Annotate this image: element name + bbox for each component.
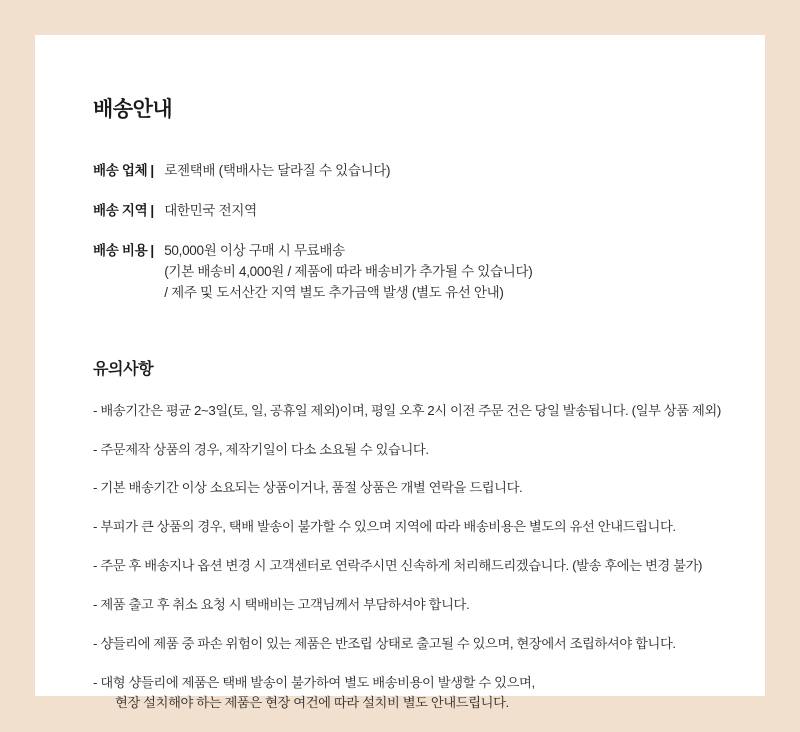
shipping-region-separator: | — [150, 202, 155, 218]
shipping-company-separator: | — [150, 163, 155, 178]
notice-list — [93, 401, 735, 713]
list-item: - 제품 출고 후 취소 요청 시 택배비는 고객님께서 부담하셔야 합니다. — [93, 597, 470, 613]
list-item — [93, 673, 735, 713]
document-card — [35, 35, 765, 711]
document-content — [93, 75, 735, 732]
notice-heading: 유의사항 — [93, 360, 154, 378]
shipping-company-value: 로젠택배 (택배사는 달라질 수 있습니다) — [164, 163, 391, 178]
list-item: - 기본 배송기간 이상 소요되는 상품이거나, 품절 상품은 개별 연락을 드립니다. — [93, 480, 523, 496]
shipping-row-company — [93, 161, 735, 182]
shipping-company-label: 배송 업체 — [93, 163, 148, 178]
shipping-fee-line-1: 50,000원 이상 구매 시 무료배송 — [164, 242, 345, 258]
list-item-line-1: - 대형 샹들리에 제품은 택배 발송이 불가하여 별도 배송비용이 발생할 수 있으며, — [93, 675, 535, 691]
shipping-fee-value — [164, 241, 532, 304]
list-item: - 주문제작 상품의 경우, 제작기일이 다소 소요될 수 있습니다. — [93, 441, 429, 457]
shipping-fee-label: 배송 비용 — [93, 242, 148, 258]
list-item: - 부피가 큰 상품의 경우, 택배 발송이 불가할 수 있으며 지역에 따라 배송비용은 별도의 유선 안내드립니다. — [93, 519, 676, 535]
shipping-region-value: 대한민국 전지역 — [164, 202, 257, 218]
list-item: - 배송기간은 평균 2~3일(토, 일, 공휴일 제외)이며, 평일 오후 2시 이전 주문 건은 당일 발송됩니다. (일부 상품 제외) — [93, 402, 721, 418]
list-item-line-2: 현장 설치해야 하는 제품은 현장 여건에 따라 설치비 별도 안내드립니다. — [115, 695, 509, 711]
shipping-info-block — [93, 161, 735, 304]
shipping-fee-separator: | — [150, 242, 155, 258]
shipping-row-fee — [93, 241, 735, 304]
page-title: 배송안내 — [93, 98, 173, 121]
shipping-fee-line-3: / 제주 및 도서산간 지역 별도 추가금액 발생 (별도 유선 안내) — [164, 284, 504, 300]
shipping-region-label: 배송 지역 — [93, 202, 148, 218]
shipping-fee-line-2: (기본 배송비 4,000원 / 제품에 따라 배송비가 추가될 수 있습니다) — [164, 263, 533, 279]
list-item: - 샹들리에 제품 중 파손 위험이 있는 제품은 반조립 상태로 출고될 수 있으며, 현장에서 조립하셔야 합니다. — [93, 636, 676, 652]
shipping-row-region — [93, 201, 735, 222]
list-item: - 주문 후 배송지나 옵션 변경 시 고객센터로 연락주시면 신속하게 처리해드리겠습니다. (발송 후에는 변경 불가) — [93, 558, 703, 574]
